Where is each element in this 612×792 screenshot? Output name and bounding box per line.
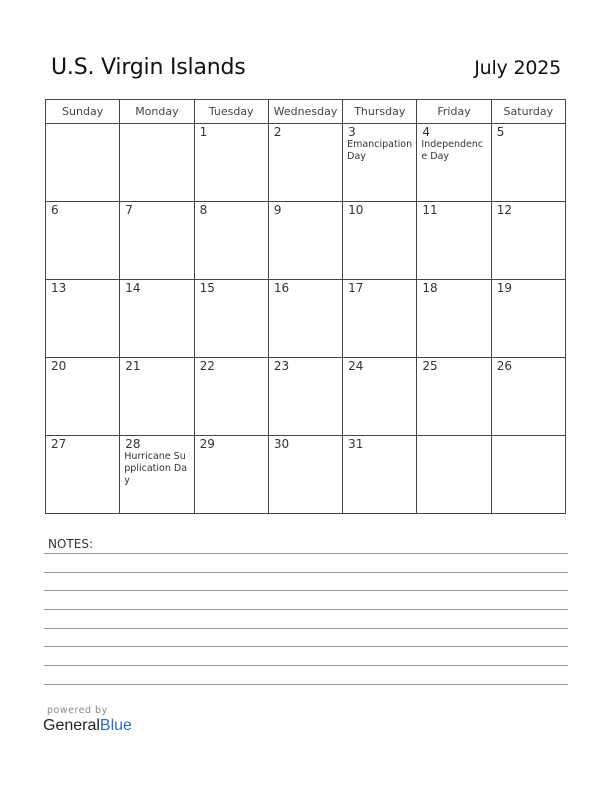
- note-line: [44, 684, 568, 685]
- holiday-label: Emancipation Day: [347, 139, 413, 162]
- calendar-grid: [45, 99, 566, 514]
- note-line: [44, 628, 568, 629]
- day-cell: [46, 436, 120, 514]
- day-number: 11: [422, 203, 438, 217]
- weekday-header: Tuesday: [194, 100, 268, 124]
- day-cell: [268, 358, 342, 436]
- day-cell: [268, 280, 342, 358]
- day-cell: [491, 124, 565, 202]
- day-number: 16: [273, 281, 290, 295]
- day-number: 10: [348, 203, 364, 217]
- day-cell: [194, 280, 268, 358]
- day-number: 13: [51, 281, 67, 295]
- day-number: 21: [125, 359, 141, 373]
- day-cell: [343, 280, 417, 358]
- day-number: 14: [125, 281, 141, 295]
- day-cell: [268, 202, 342, 280]
- day-number: [46, 124, 119, 125]
- day-cell: [194, 358, 268, 436]
- day-number: 28: [125, 437, 141, 451]
- note-line: [44, 590, 568, 591]
- day-number: 25: [422, 359, 438, 373]
- day-number: 6: [51, 203, 59, 217]
- day-number: 9: [273, 203, 282, 217]
- day-cell: [46, 202, 120, 280]
- day-number: 2: [273, 125, 282, 139]
- day-number: 17: [348, 281, 364, 295]
- note-line: [44, 609, 568, 610]
- week-row: [46, 280, 566, 358]
- notes-label: NOTES:: [48, 537, 93, 551]
- calendar-month: July 2025: [474, 57, 561, 79]
- day-number: 8: [199, 203, 208, 217]
- note-line: [44, 646, 568, 647]
- day-number: 3: [348, 125, 356, 139]
- week-row: [46, 358, 566, 436]
- day-cell: [417, 202, 491, 280]
- note-line: [44, 665, 568, 666]
- day-number: 22: [199, 359, 215, 373]
- day-cell: [194, 202, 268, 280]
- day-cell: [120, 202, 194, 280]
- holiday-label: Hurricane Supplication Day: [124, 451, 188, 486]
- day-number: [492, 436, 565, 437]
- weekday-header: Thursday: [343, 100, 417, 124]
- day-number: 29: [199, 437, 215, 451]
- day-number: 12: [496, 203, 512, 217]
- day-cell: [491, 436, 565, 514]
- day-cell: [268, 124, 342, 202]
- week-row: [46, 202, 566, 280]
- day-cell: [194, 124, 268, 202]
- day-cell: [343, 436, 417, 514]
- day-cell: [491, 202, 565, 280]
- day-number: 27: [51, 437, 67, 451]
- day-cell: [120, 124, 194, 202]
- weekday-header-row: [46, 100, 566, 124]
- day-number: 19: [496, 281, 512, 295]
- day-number: 15: [199, 281, 215, 295]
- day-number: 18: [422, 281, 438, 295]
- day-cell: [491, 280, 565, 358]
- day-number: [417, 436, 490, 437]
- week-row: [46, 124, 566, 202]
- day-cell: [268, 436, 342, 514]
- day-number: 7: [125, 203, 133, 217]
- day-cell: [120, 436, 194, 514]
- weekday-header: Friday: [417, 100, 491, 124]
- note-line: [44, 553, 568, 554]
- day-cell: [491, 358, 565, 436]
- generalblue-logo[interactable]: [43, 717, 132, 735]
- day-number: [120, 124, 193, 125]
- week-row: [46, 436, 566, 514]
- day-number: 1: [199, 125, 208, 139]
- day-cell: [417, 436, 491, 514]
- powered-by-text: powered by: [47, 705, 108, 716]
- day-cell: [120, 358, 194, 436]
- day-number: 24: [348, 359, 364, 373]
- day-cell: [417, 124, 491, 202]
- day-cell: [46, 280, 120, 358]
- day-cell: [343, 202, 417, 280]
- day-number: 26: [496, 359, 512, 373]
- note-line: [44, 572, 568, 573]
- weekday-header: Saturday: [491, 100, 565, 124]
- logo-word-blue: Blue: [99, 717, 132, 734]
- day-cell: [417, 358, 491, 436]
- logo-word-general: General: [43, 717, 100, 734]
- calendar-title: U.S. Virgin Islands: [51, 55, 246, 80]
- day-cell: [194, 436, 268, 514]
- day-cell: [120, 280, 194, 358]
- day-cell: [343, 124, 417, 202]
- day-cell: [46, 358, 120, 436]
- day-number: 20: [51, 359, 67, 373]
- day-number: 4: [422, 125, 431, 139]
- holiday-label: Independence Day: [421, 139, 484, 162]
- day-number: 23: [273, 359, 290, 373]
- day-cell: [46, 124, 120, 202]
- day-number: 31: [348, 437, 364, 451]
- weekday-header: Monday: [120, 100, 194, 124]
- day-cell: [343, 358, 417, 436]
- weekday-header: Sunday: [46, 100, 120, 124]
- weekday-header: Wednesday: [268, 100, 342, 124]
- day-number: 5: [496, 125, 505, 139]
- day-cell: [417, 280, 491, 358]
- day-number: 30: [273, 437, 290, 451]
